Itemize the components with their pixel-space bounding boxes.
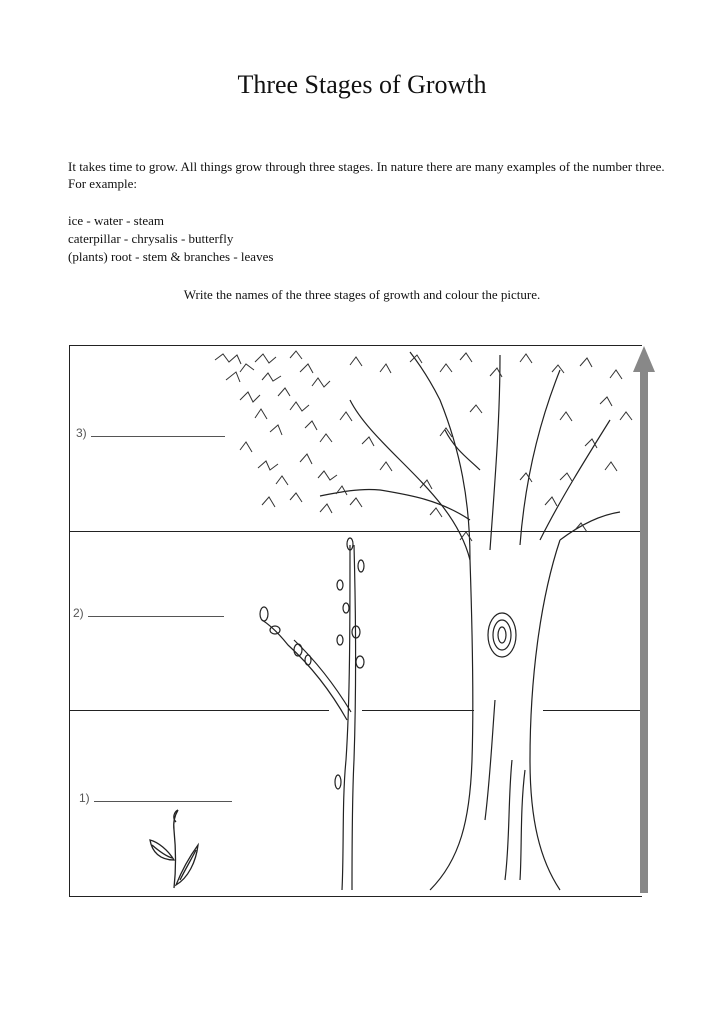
growth-arrow-icon — [633, 346, 655, 893]
instruction-text: Write the names of the three stages of growth and colour the picture. — [183, 287, 541, 302]
stage-label: 1) — [79, 791, 90, 805]
tree-icon — [320, 352, 620, 890]
example-item: (plants) root - stem & branches - leaves — [68, 249, 274, 264]
example-item: caterpillar - chrysalis - butterfly — [68, 231, 234, 246]
stage-label: 3) — [76, 426, 87, 440]
page-title: Three Stages of Growth — [237, 70, 487, 99]
intro-paragraph: It takes time to grow. All things grow through three stages. In nature there are many examples of the number three. For example: — [68, 159, 665, 191]
seedling-icon — [150, 810, 198, 888]
example-item: ice - water - steam — [68, 213, 165, 228]
stage-label: 2) — [73, 606, 84, 620]
sapling-icon — [260, 538, 364, 890]
foliage-icon — [215, 351, 632, 541]
